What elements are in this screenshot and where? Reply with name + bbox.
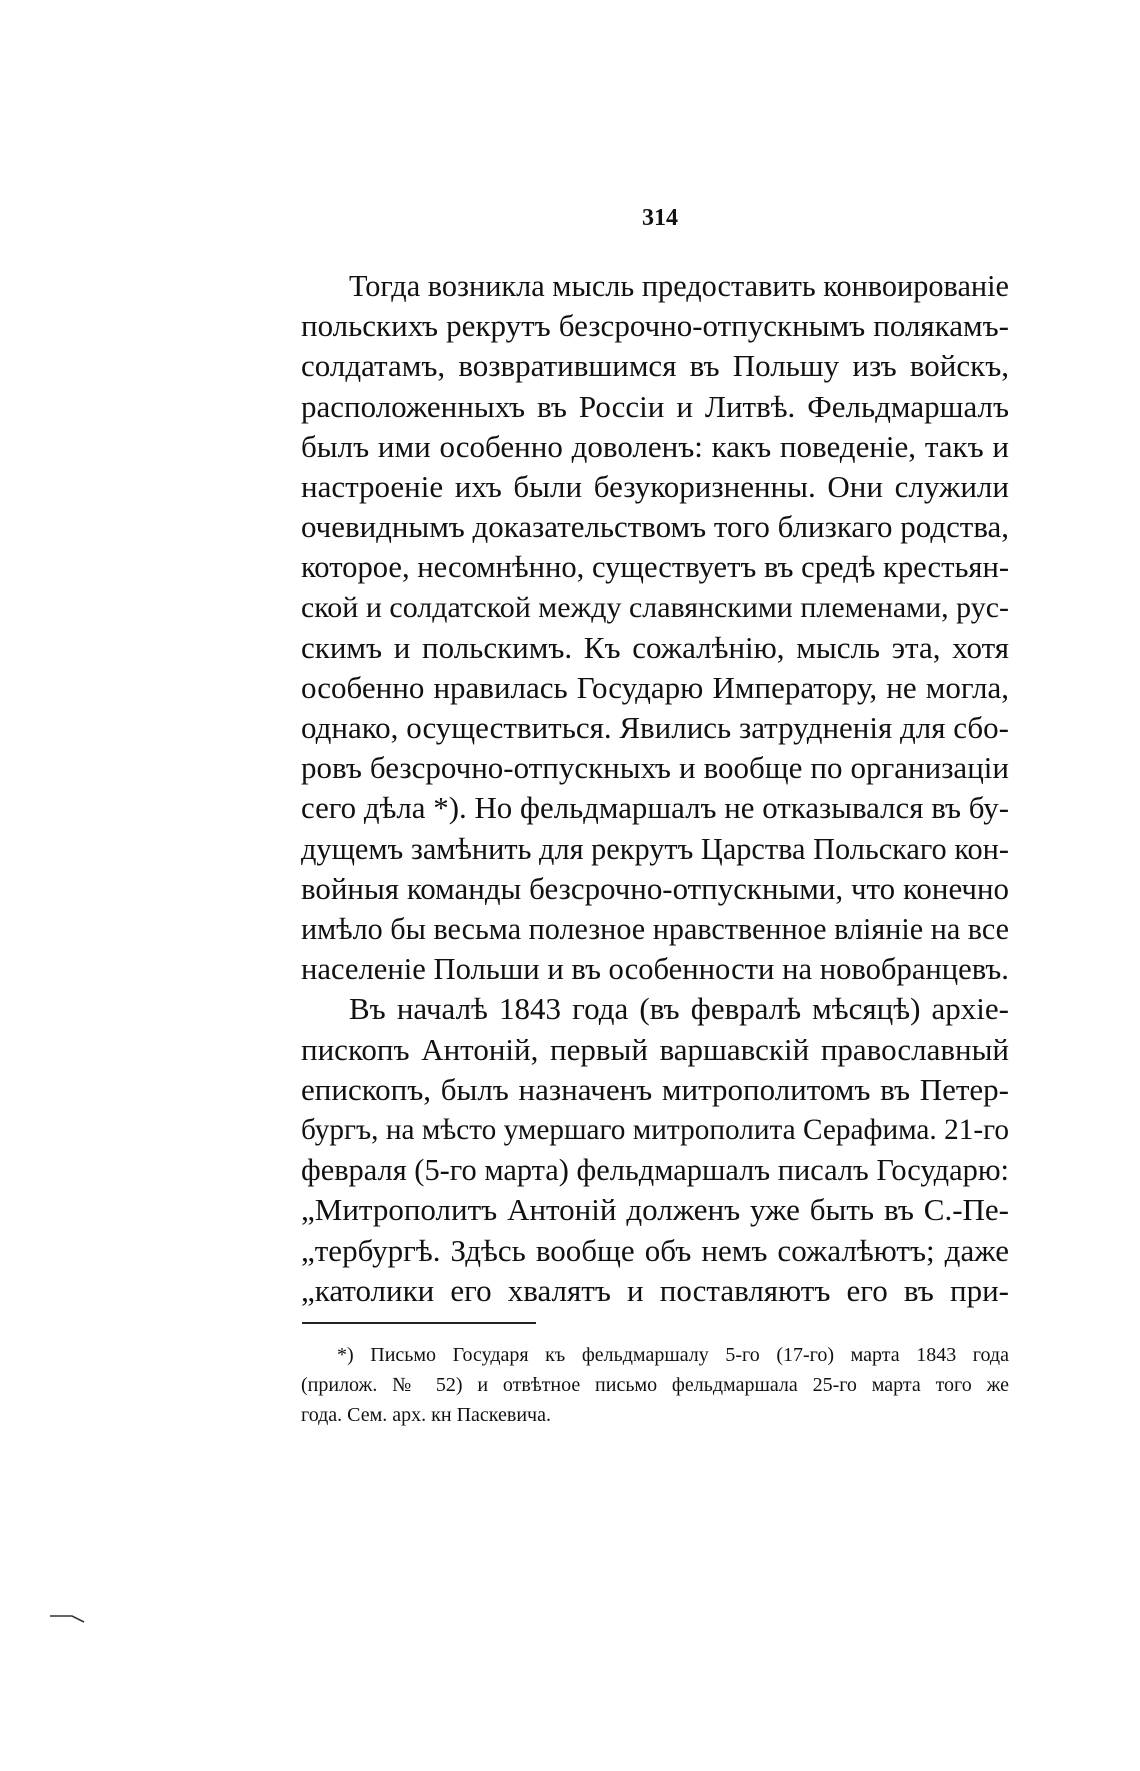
text-line: „тербургѣ. Здѣсь вообще объ немъ сожалѣютъ; даже xyxy=(301,1232,1009,1268)
text-line: сего дѣла *). Но фельдмаршалъ не отказывался въ бу- xyxy=(301,790,1009,826)
footnote-line: *) Письмо Государя къ фельдмаршалу 5-го (17-го) марта 1843 года xyxy=(337,1344,1009,1366)
text-line: особенно нравилась Государю Императору, не могла, xyxy=(301,669,1009,705)
stray-ink-mark xyxy=(48,1610,88,1624)
text-line: „Митрополитъ Антоній долженъ уже быть въ С.-Пе- xyxy=(301,1192,1009,1228)
footnote-separator xyxy=(302,1322,536,1324)
text-line: польскихъ рекрутъ безсрочно-отпускнымъ полякамъ- xyxy=(301,308,1009,344)
text-line: пископъ Антоній, первый варшавскій православный xyxy=(301,1031,1009,1067)
text-line: скимъ и польскимъ. Къ сожалѣнію, мысль эта, хотя xyxy=(301,629,1009,665)
text-line: епископъ, былъ назначенъ митрополитомъ въ Петер- xyxy=(301,1071,1009,1107)
main-text xyxy=(301,266,1009,1311)
text-line: расположенныхъ въ Россіи и Литвѣ. Фельдмаршалъ xyxy=(301,388,1009,424)
text-line: населеніе Польши и въ особенности на новобранцевъ. xyxy=(301,952,1009,987)
text-line: бургъ, на мѣсто умершаго митрополита Серафима. 21-го xyxy=(301,1113,1009,1146)
text-line: Въ началѣ 1843 года (въ февралѣ мѣсяцѣ) архіе- xyxy=(349,991,1009,1027)
text-line: „католики его хвалятъ и поставляютъ его въ при- xyxy=(301,1272,1009,1308)
text-line: очевиднымъ доказательствомъ того близкаго родства, xyxy=(301,509,1009,545)
text-line: солдатамъ, возвратившимся въ Польшу изъ войскъ, xyxy=(301,348,1009,384)
text-line: войныя команды безсрочно-отпускными, что конечно xyxy=(301,870,1009,906)
text-line: которое, несомнѣнно, существуетъ въ средѣ крестьян- xyxy=(301,550,1009,585)
text-line: февраля (5-го марта) фельдмаршалъ писалъ Государю: xyxy=(301,1153,1009,1188)
text-line: Тогда возникла мысль предоставить конвоированіе xyxy=(349,269,1009,303)
text-line: былъ ими особенно доволенъ: какъ поведеніе, такъ и xyxy=(301,428,1009,464)
text-line: ской и солдатской между славянскими племенами, рус- xyxy=(301,590,1009,624)
text-line: настроеніе ихъ были безукоризненны. Они служили xyxy=(301,468,1009,504)
page-number: 314 xyxy=(642,205,678,231)
text-line: ровъ безсрочно-отпускныхъ и вообще по организаціи xyxy=(301,750,1009,786)
footnote-line: (прилож. № 52) и отвѣтное письмо фельдмаршала 25-го марта того же xyxy=(301,1374,1009,1396)
text-line: имѣло бы весьма полезное нравственное вліяніе на все xyxy=(301,912,1009,946)
text-line: дущемъ замѣнить для рекрутъ Царства Польскаго кон- xyxy=(301,831,1009,866)
text-line: однако, осуществиться. Явились затрудненія для сбо- xyxy=(301,710,1009,746)
footnote-line: года. Сем. арх. кн Паскевича. xyxy=(301,1404,551,1426)
footnote xyxy=(301,1340,1009,1430)
